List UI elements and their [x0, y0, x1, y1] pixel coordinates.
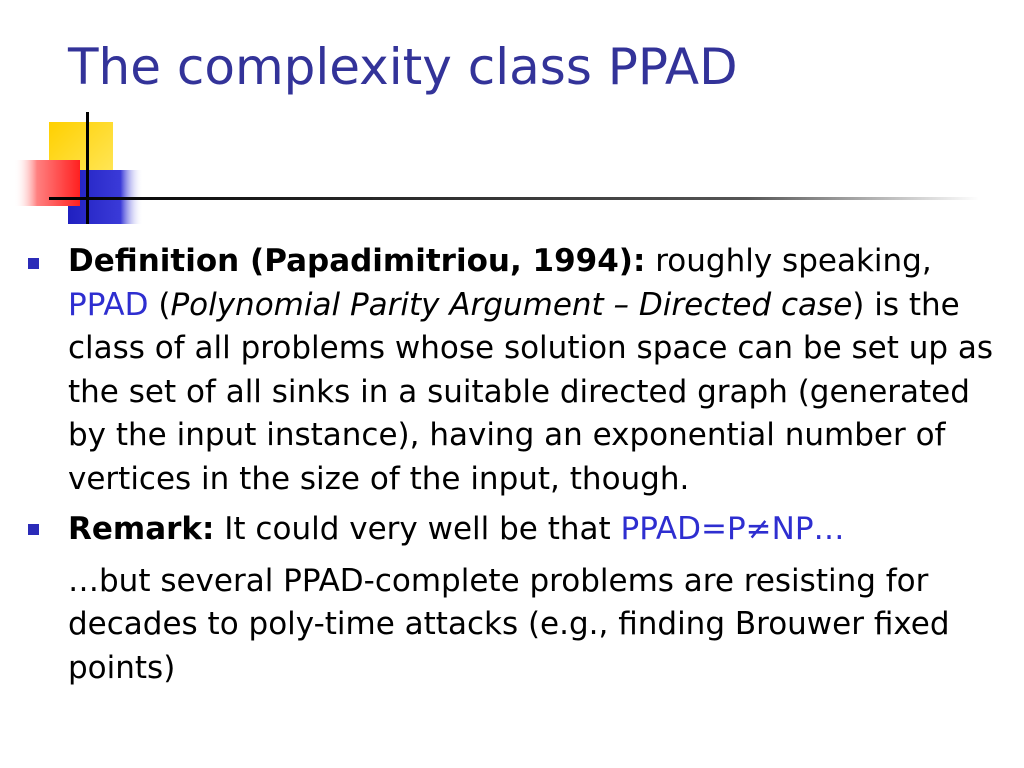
ppad-term: PPAD: [68, 286, 149, 323]
bullet-square-icon: [28, 258, 39, 269]
definition-lead: Definition (Papadimitriou, 1994):: [68, 243, 646, 279]
bullet-definition: [68, 240, 998, 501]
ppad-equation: PPAD=P≠NP…: [620, 511, 845, 547]
bullet-square-icon: [28, 524, 39, 535]
definition-text-3: ) is the class of all problems whose solution space can be set up as the set of all sinks in a suitable directed graph (generated by the input instance), having an exponential number of vertices in the size of the input, though.: [68, 286, 994, 497]
continuation-paragraph: …but several PPAD-complete problems are resisting for decades to poly-time attacks (e.g., finding Brouwer fixed points): [68, 562, 950, 686]
definition-text-2: (: [148, 286, 171, 323]
bullet-remark: [68, 508, 998, 552]
title-rule: [49, 197, 979, 200]
slide-title: The complexity class PPAD: [68, 38, 738, 96]
remark-text: It could very well be that: [214, 511, 621, 547]
ppad-expansion: Polynomial Parity Argument – Directed case: [170, 286, 853, 323]
slide-body: [68, 240, 998, 690]
definition-text-1: roughly speaking,: [645, 243, 932, 279]
logo-vertical-line: [86, 112, 89, 224]
remark-lead: Remark:: [68, 511, 215, 547]
slide-logo-decoration: [0, 0, 1024, 240]
